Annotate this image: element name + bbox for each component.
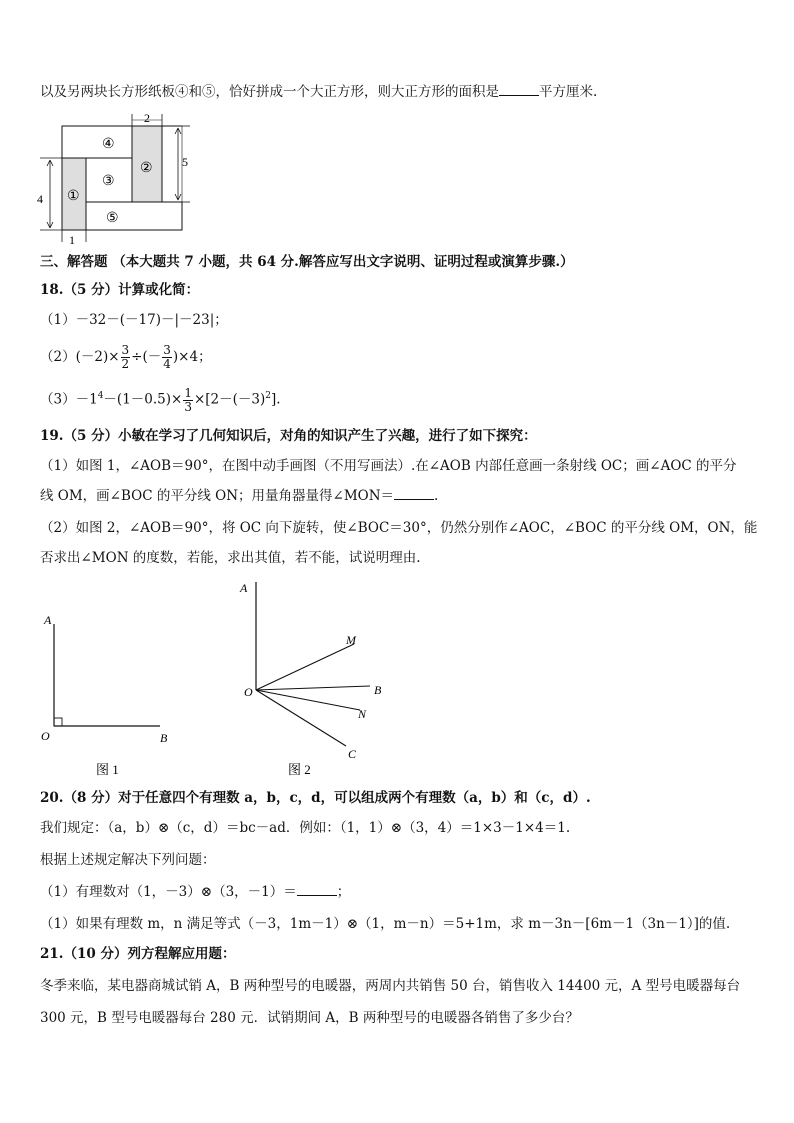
fraction: $\frac{1}{3}$ bbox=[184, 385, 192, 414]
figure-1 bbox=[36, 610, 186, 780]
section-three-heading: 三、解答题 （本大题共 7 小题，共 64 分.解答应写出文字说明、证明过程或演算步骤.） bbox=[40, 254, 574, 270]
fig2-caption: 图 2 bbox=[288, 762, 311, 777]
fraction: $\frac{3}{4}$ bbox=[163, 343, 171, 371]
fig1-label-B: B bbox=[160, 731, 168, 745]
intro-line bbox=[40, 82, 597, 102]
q21-heading: 21.（10 分）列方程解应用题： bbox=[40, 946, 236, 962]
rect-4 bbox=[62, 126, 132, 158]
answer-blank bbox=[499, 83, 539, 96]
q19-part1-line1: （1）如图 1，∠AOB＝90°，在图中动手画图（不用写画法）.在∠AOB 内部任意画一条射线 OC；画∠AOC 的平分 bbox=[40, 458, 737, 474]
intro-text: 以及另两块长方形纸板④和⑤，恰好拼成一个大正方形，则大正方形的面积是 bbox=[40, 84, 499, 100]
q19-heading: 19.（5 分）小敏在学习了几何知识后，对角的知识产生了兴趣，进行了如下探究： bbox=[40, 428, 537, 444]
intro-unit: 平方厘米. bbox=[539, 84, 598, 100]
rect-5 bbox=[86, 202, 182, 230]
q21-line2: 300 元，B 型号电暖器每台 280 元．试销期间 A，B 两种型号的电暖器各销售了多少台？ bbox=[40, 1010, 579, 1026]
fig2-label-C: C bbox=[348, 747, 357, 761]
q18-part1: （1）－32－(－17)－|－23|； bbox=[40, 312, 228, 328]
label-2: ② bbox=[140, 161, 153, 176]
fraction: $\frac{3}{2}$ bbox=[121, 343, 130, 371]
dim-right: 5 bbox=[182, 155, 188, 169]
q20-part1: （1）有理数对（1，－3）⊗（3，－1）＝ ； bbox=[40, 884, 351, 900]
q19-part2-line1: （2）如图 2，∠AOB＝90°，将 OC 向下旋转，使∠BOC＝30°，仍然分别作∠AOC，∠BOC 的平分线 OM，ON，能 bbox=[40, 520, 758, 536]
label-3: ③ bbox=[102, 174, 115, 189]
label-5: ⑤ bbox=[106, 211, 119, 226]
fig1-label-A: A bbox=[44, 613, 52, 627]
figure-2 bbox=[232, 578, 392, 778]
rectangle-figure bbox=[32, 110, 202, 246]
q18-part2: （2）(－2)× $\frac{3}{2}$ ÷(－ $\frac{3}{4}$ )×4； bbox=[40, 343, 212, 371]
q20-heading: 20.（8 分）对于任意四个有理数 a，b，c，d，可以组成两个有理数（a，b）和（c，d）. bbox=[40, 790, 591, 806]
q18-heading: 18.（5 分）计算或化简： bbox=[40, 282, 200, 298]
q20-intro: 根据上述规定解决下列问题： bbox=[40, 852, 216, 868]
q19-part1-line2: 线 OM，画∠BOC 的平分线 ON；用量角器量得∠MON＝ . bbox=[40, 488, 439, 504]
fig2-label-O: O bbox=[244, 685, 253, 699]
q18-part3: $(3)-1^4-(1-0.5)\times$ $\frac{1}{3}$ $\times[2-(-3)^2]$. bbox=[40, 385, 281, 414]
fig2-label-N: N bbox=[358, 707, 367, 721]
q21-line1: 冬季来临，某电器商城试销 A，B 两种型号的电暖器，两周内共销售 50 台，销售收入 14400 元，A 型号电暖器每台 bbox=[40, 978, 741, 994]
label-1: ① bbox=[67, 189, 80, 204]
fig2-label-M: M bbox=[346, 633, 356, 647]
dim-bottom: 1 bbox=[69, 233, 75, 246]
fig2-label-A: A bbox=[240, 581, 248, 595]
q20-part2: （1）如果有理数 m，n 满足等式（－3，1m－1）⊗（1，m－n）＝5+1m，求 m－3n－[6m－1（3n－1）]的值. bbox=[40, 916, 731, 932]
fig2-label-B: B bbox=[374, 683, 382, 697]
label-4: ④ bbox=[102, 137, 115, 152]
q20-rule: 我们规定：（a，b）⊗（c，d）＝bc－ad．例如：（1，1）⊗（3，4）＝1×3－1×4＝1. bbox=[40, 820, 571, 836]
fig1-caption: 图 1 bbox=[96, 762, 119, 777]
q19-part2-line2: 否求出∠MON 的度数，若能，求出其值，若不能，试说明理由. bbox=[40, 550, 421, 566]
fig1-label-O: O bbox=[41, 729, 50, 743]
dim-left: 4 bbox=[37, 192, 43, 206]
dim-top: 2 bbox=[144, 111, 150, 125]
answer-blank bbox=[394, 487, 434, 500]
answer-blank bbox=[297, 883, 337, 896]
